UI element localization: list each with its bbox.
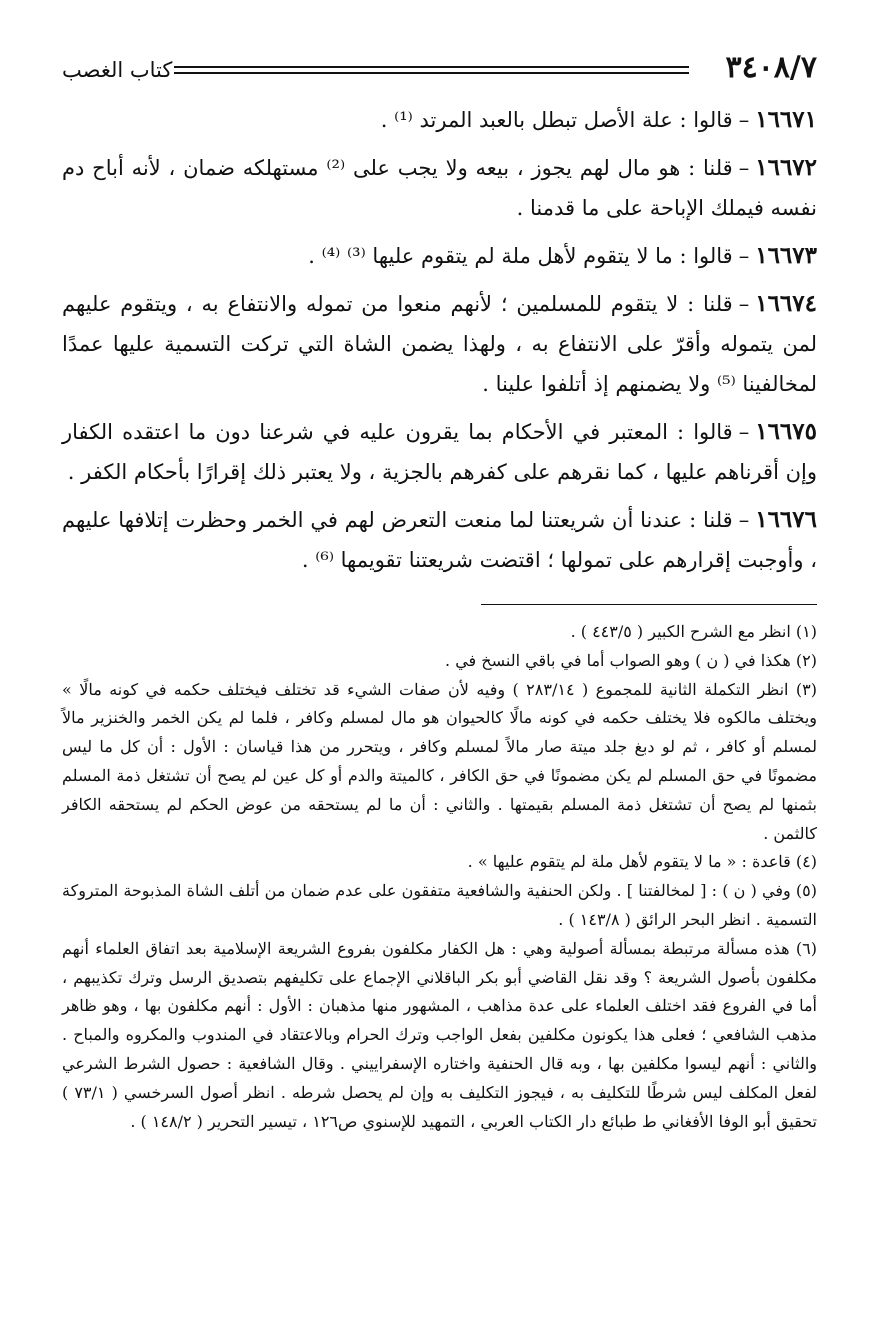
issue-paragraph: ١٦٦٧٢–قلنا : هو مال لهم يجوز ، بيعه ولا يجب على ⁽²⁾ مستهلكه ضمان ، لأنه أباح دم نفسه فيملك الإباحة على ما قدمنا . bbox=[62, 154, 818, 220]
issue-text: قالوا : ما لا يتقوم لأهل ملة لم يتقوم عليها ⁽³⁾ ⁽⁴⁾ . bbox=[308, 244, 733, 268]
issue-number: ١٦٦٧١ bbox=[755, 106, 817, 133]
book-title: كتاب الغصب bbox=[62, 58, 173, 82]
main-text bbox=[62, 100, 817, 588]
issue-paragraph: ١٦٦٧٥–قالوا : المعتبر في الأحكام بما يقرون عليه في شرعنا دون ما اعتقده الكفار وإن أقرناهم عليها ، كما نقرهم على كفرهم بالجزية ، ولا يعتبر ذلك إقرارًا بأحكام الكفر . bbox=[62, 418, 817, 484]
header-double-rule bbox=[174, 66, 689, 74]
issue-number: ١٦٦٧٢ bbox=[755, 154, 818, 181]
issue-text: قلنا : هو مال لهم يجوز ، بيعه ولا يجب على ⁽²⁾ مستهلكه ضمان ، لأنه أباح دم نفسه فيملك الإباحة على ما قدمنا . bbox=[62, 156, 817, 220]
issue-paragraph: ١٦٦٧١–قالوا : علة الأصل تبطل بالعبد المرتد ⁽¹⁾ . bbox=[380, 106, 817, 133]
footnote: (٤) قاعدة : « ما لا يتقوم لأهل ملة لم يتقوم عليها » . bbox=[467, 852, 817, 872]
issue-text: قالوا : علة الأصل تبطل بالعبد المرتد ⁽¹⁾ . bbox=[380, 108, 733, 132]
issue-paragraph: ١٦٦٧٣–قالوا : ما لا يتقوم لأهل ملة لم يتقوم عليها ⁽³⁾ ⁽⁴⁾ . bbox=[308, 242, 817, 269]
issue-text: قلنا : لا يتقوم للمسلمين ؛ لأنهم منعوا من تموله والانتفاع به ، ويتقوم عليهم لمن يتموله وأقرّ على الانتفاع به ، ولهذا يضمن الشاة التي تركت التسمية عليها عمدًا لمخالفينا ⁽⁵⁾ ولا يضمنهم إذ أتلفوا علينا . bbox=[62, 292, 817, 396]
issue-paragraph: ١٦٦٧٦–قلنا : عندنا أن شريعتنا لما منعت التعرض لهم في الخمر وحظرت إتلافها عليهم ، وأوجبت إقرارهم على تمولها ؛ اقتضت شريعتنا تقويمها ⁽⁶⁾ . bbox=[62, 506, 817, 572]
issue-text: قالوا : المعتبر في الأحكام بما يقرون عليه في شرعنا دون ما اعتقده الكفار وإن أقرناهم عليها ، كما نقرهم على كفرهم بالجزية ، ولا يعتبر ذلك إقرارًا بأحكام الكفر . bbox=[62, 420, 817, 484]
page-header bbox=[62, 50, 817, 90]
issue-number: ١٦٦٧٥ bbox=[755, 418, 817, 445]
issue-paragraph: ١٦٦٧٤–قلنا : لا يتقوم للمسلمين ؛ لأنهم منعوا من تموله والانتفاع به ، ويتقوم عليهم لمن يتموله وأقرّ على الانتفاع به ، ولهذا يضمن الشاة التي تركت التسمية عليها عمدًا لمخالفينا ⁽⁵⁾ ولا يضمنهم إذ أتلفوا علينا . bbox=[62, 290, 817, 396]
issue-number: ١٦٦٧٦ bbox=[755, 506, 817, 533]
footnote: (٢) هكذا في ( ن ) وهو الصواب أما في باقي النسخ في . bbox=[445, 650, 817, 670]
issue-text: قلنا : عندنا أن شريعتنا لما منعت التعرض لهم في الخمر وحظرت إتلافها عليهم ، وأوجبت إقرارهم على تمولها ؛ اقتضت شريعتنا تقويمها ⁽⁶⁾ . bbox=[62, 508, 817, 572]
issue-number: ١٦٦٧٣ bbox=[755, 242, 817, 269]
footnote: (٣) انظر التكملة الثانية للمجموع ( ٢٨٣/١٤ ) وفيه لأن صفات الشيء قد تختلف فيختلف حكمه في كونه مالًا » ويختلف مالكوه فلا يختلف حكمه في كونه مالًا كالحيوان هو مال لمسلم وكافر ، فلما لم يكن الخمر والخنزير مالاً لمسلم أو كافر ، ثم لو دبغ جلد ميتة صار مالاً لمسلم وكافر ، ويتحرر من هذا قياسان : الأول : أن كل ما ليس مضمونًا في حق المسلم لم يكن مضمونًا في حق الكافر ، كالميتة والدم أو كل عين لم يصح أن تشتغل ذمة المسلم بثمنها لم يصح أن تشتغل ذمة المسلم بقيمتها . والثاني : أن ما لم يستحقه من عوض الحكم لم يستحقه الكافر كالثمن . bbox=[62, 679, 818, 843]
footnote: (٥) وفي ( ن ) : [ لمخالفتنا ] . ولكن الحنفية والشافعية متفقون على عدم ضمان من أتلف الشاة المذبوحة المتروكة التسمية . انظر البحر الرائق ( ١٤٣/٨ ) . bbox=[62, 881, 817, 929]
footnote: (١) انظر مع الشرح الكبير ( ٤٤٣/٥ ) . bbox=[570, 622, 817, 641]
footnote-separator bbox=[481, 604, 817, 605]
footnotes bbox=[62, 618, 817, 1136]
issue-number: ١٦٦٧٤ bbox=[755, 290, 817, 317]
page-number: ٣٤٠٨/٧ bbox=[725, 50, 817, 85]
footnote: (٦) هذه مسألة مرتبطة بمسألة أصولية وهي : هل الكفار مكلفون بفروع الشريعة الإسلامية بعد اتفاق العلماء أنهم مكلفون بأصول الشريعة ؟ وقد نقل القاضي أبو بكر الباقلاني الإجماع على تكليفهم بتصديق الرسل وترك تكذيبهم ، أما في الفروع فقد اختلف العلماء على عدة مذاهب ، المشهور منها مذهبان : الأول : أنهم مكلفون بها ، وهو ظاهر مذهب الشافعي ؛ فعلى هذا يكونون مكلفين بفعل الواجب وترك الحرام وبالاعتقاد في المندوب والمكروه والمباح . والثاني : أنهم ليسوا مكلفين بها ، وبه قال الحنفية واختاره الإسفراييني . وقال الشافعية : حصول الشرط الشرعي لفعل المكلف ليس شرطًا للتكليف به ، فيجوز التكليف به وإن لم يحصل شرطه . انظر أصول السرخسي ( ٧٣/١ ) تحقيق أبو الوفا الأفغاني ط طبائع دار الكتاب العربي ، التمهيد للإسنوي ص١٢٦ ، تيسير التحرير ( ١٤٨/٢ ) . bbox=[62, 938, 818, 1131]
